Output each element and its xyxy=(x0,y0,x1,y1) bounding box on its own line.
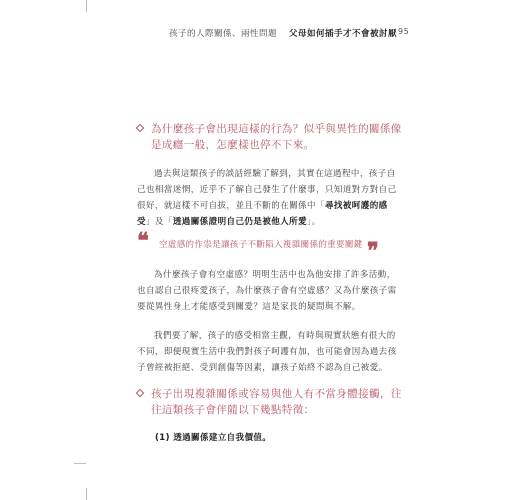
question-heading-1 xyxy=(137,121,407,155)
header-section-title: 孩子的人際關係、兩性問題 xyxy=(168,29,277,39)
bold-phrase: 透過關係證明自己仍是被他人所愛 xyxy=(172,217,308,227)
header-book-title: 父母如何插手才不會被討厭 xyxy=(289,29,398,39)
paragraph-text: 」。 xyxy=(307,217,321,227)
crop-mark xyxy=(74,463,86,464)
crop-mark xyxy=(86,0,87,12)
pull-quote-text: 空虛感的作祟是讓孩子不斷陷入複雜關係的重要關鍵 xyxy=(159,240,363,250)
body-paragraph-2: 為什麼孩子會有空虛感？明明生活中也為他安排了許多活動，也自認自己很疼愛孩子，為什麼孩子會有空虛感？又為什麼孩子需要從異性身上才能感受到關愛？這是家長的疑問與不解。 xyxy=(137,270,397,312)
question-text: 孩子出現複雜關係或容易與他人有不當身體接觸，往往這類孩子會伴隨以下幾點特徵： xyxy=(151,388,402,416)
crop-mark xyxy=(86,488,87,500)
diamond-bullet-icon xyxy=(136,389,144,397)
diamond-bullet-icon xyxy=(136,124,144,132)
pull-quote xyxy=(137,228,387,264)
paragraph-text: 」及「 xyxy=(145,217,173,227)
body-paragraph-1 xyxy=(137,166,400,230)
bold-phrase: 尋找被呵護的感受 xyxy=(137,201,388,227)
question-text: 為什麼孩子會出現這樣的行為？似乎與異性的關係像是成癮一般，怎麼樣也停不下來。 xyxy=(151,123,402,151)
paragraph-text: 過去與這類孩子的談話經驗了解到，其實在這過程中，孩子自己也相當迷惘，近乎不了解自己發生了什麼事，只知道對方對自己很好，就這樣不可自拔，並且不斷的在關係中「 xyxy=(137,169,397,211)
page-number: 95 xyxy=(398,27,410,36)
running-header xyxy=(0,25,520,41)
close-quote-icon: ❞ xyxy=(367,238,379,264)
question-heading-2 xyxy=(137,386,407,420)
subheading-1: (1) 透過關係建立自我價值。 xyxy=(155,433,272,443)
open-quote-icon: ❝ xyxy=(137,228,149,254)
body-paragraph-3: 我們要了解，孩子的感受相當主觀，有時與現實狀態有很大的不同，即便現實生活中我們對孩子呵護有加，也可能會因為過去孩子曾經被拒絕、受到創傷等因素，讓孩子始終不認為自己被愛。 xyxy=(137,331,397,373)
